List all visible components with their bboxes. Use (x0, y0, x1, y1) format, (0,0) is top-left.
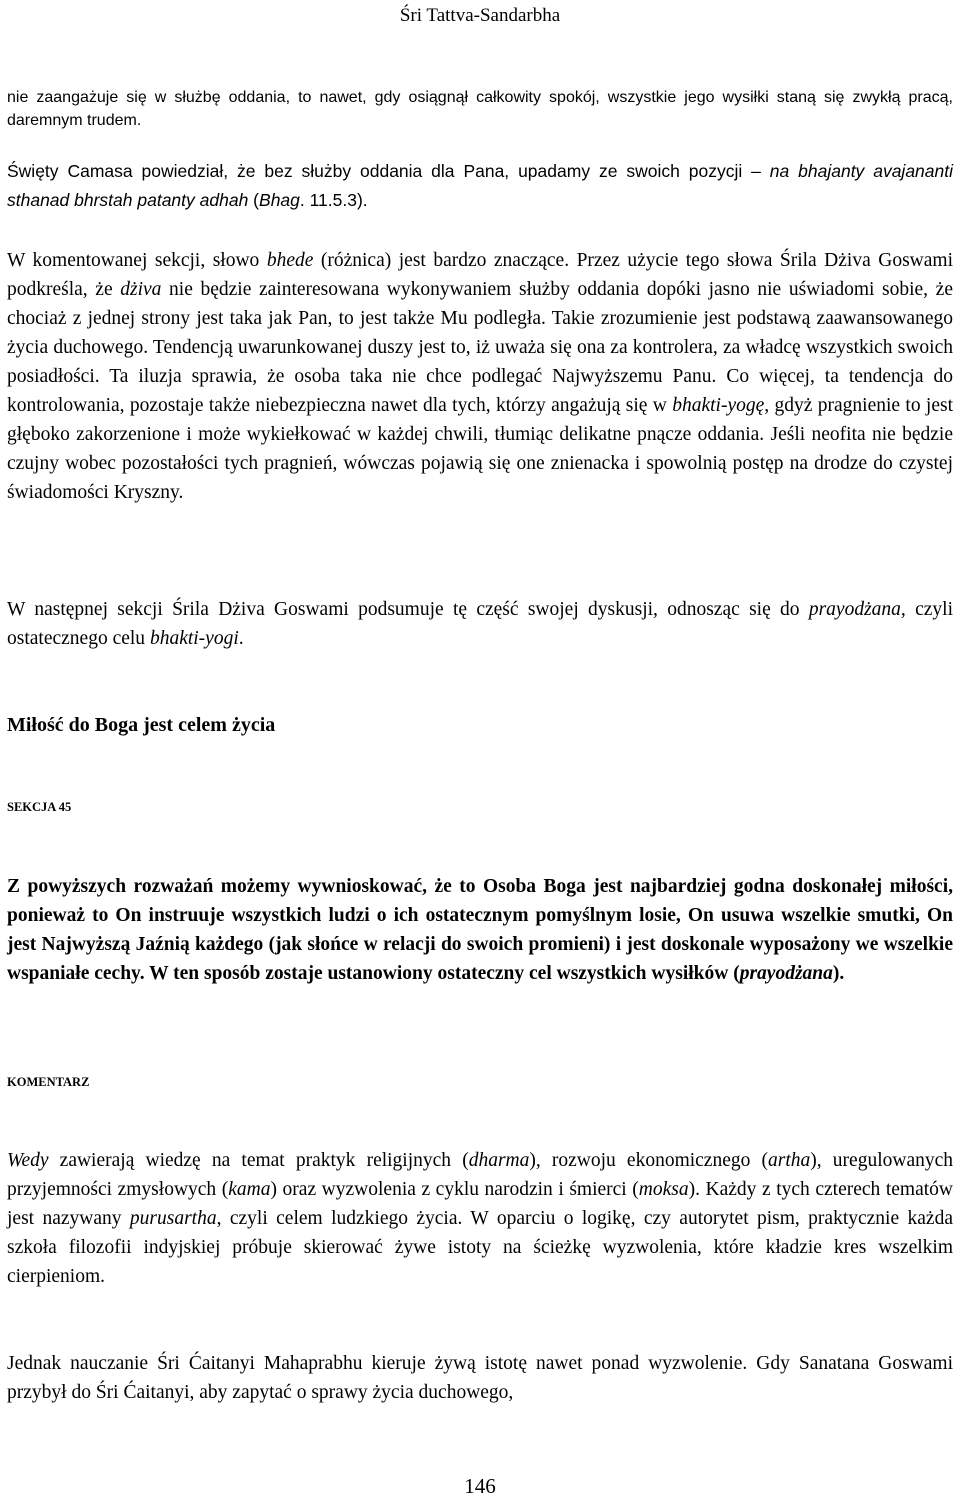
paragraph-camasa (7, 157, 953, 215)
term-italic: moksa (638, 1179, 689, 1200)
text-run: ). (832, 963, 845, 984)
text-run: nie będzie zainteresowana wykonywaniem służby oddania dopóki jasno nie uświadomi sobie, że chociaż z jednej strony jest taka jak Pan, to jest także Mu podległa. Takie zrozumienie jest podstawą zaawansowanego życia duchowego. Tendencją uwarunkowanej duszy jest to, iż uważa się ona za kontrolera, za władcę wszystkich swoich posiadłości. Ta iluzja sprawia, że osoba taka nie chce podlegać Najwyższemu Panu. Co więcej, ta tendencja do kontrolowania, pozostaje także niebezpieczna nawet dla tych, którzy angażują się w (7, 279, 953, 416)
sanskrit-quote: na bhajanty avajananti sthanad bhrstah patanty adhah (7, 161, 953, 210)
term-italic: kama (228, 1179, 271, 1200)
paragraph-continuation (7, 86, 953, 132)
section-label: SEKCJA 45 (7, 800, 72, 814)
paragraph-next-section (7, 595, 953, 653)
text-run: czyli ostatecznego celu (7, 599, 953, 649)
paragraph-closing (7, 1349, 953, 1407)
text-run: ), rozwoju ekonomicznego ( (529, 1150, 769, 1171)
term-italic: purusartha (129, 1208, 217, 1229)
text-run: ( (248, 190, 260, 210)
term-italic: bhakti-yogi (149, 628, 239, 649)
term-italic: artha (768, 1150, 811, 1171)
paragraph-commentary-bhede (7, 246, 953, 507)
text-run: W komentowanej sekcji, słowo (7, 250, 267, 271)
paragraph-text: nie zaangażuje się w służbę oddania, to nawet, gdy osiągnął całkowity spokój, wszystkie jego wysiłki staną się zwykłą pracą, daremnym trudem. (7, 89, 953, 129)
term-italic: dharma (468, 1150, 530, 1171)
term-italic: bhede (266, 250, 314, 271)
text-run: (różnica) jest bardzo znaczące. Przez użycie tego słowa Śrila Dżiva Goswami podkreśla, że (7, 250, 953, 300)
text-run: . 11.5.3). (299, 190, 368, 210)
term-italic: bhakti-yogę (672, 395, 765, 416)
document-page (7, 0, 957, 1501)
text-run: . (238, 628, 244, 649)
text-run: Z powyższych rozważań możemy wywnioskować, że to Osoba Boga jest najbardziej godna doskonałej miłości, ponieważ to On instruuje wszystkich ludzi o ich ostatecznym pomyślnym losie, On usuwa wszelkie smutki, On jest Najwyższą Jaźnią każdego (jak słońce w relacji do swoich promieni) i jest doskonale wyposażony we wszelkie wspaniałe cechy. W ten sposób zostaje ustanowiony ostateczny cel wszystkich wysiłków ( (7, 876, 953, 984)
term-italic: prayodżana (739, 963, 833, 984)
text-run: zawierają wiedzę na temat praktyk religijnych ( (48, 1150, 469, 1171)
text-run: , czyli celem ludzkiego życia. W oparciu o logikę, czy autorytet pism, praktycznie każda szkoła filozofii indyjskiej próbuje skierować żywe istoty na ścieżkę wyzwolenia, które kładzie kres wszelkim cierpieniom. (7, 1208, 953, 1287)
text-run: W następnej sekcji Śrila Dżiva Goswami podsumuje tę część swojej dyskusji, odnosząc się do (7, 599, 809, 620)
commentary-label: KOMENTARZ (7, 1075, 90, 1089)
text-run: , gdyż pragnienie to jest głęboko zakorzenione i może wykiełkować w każdej chwili, tłumiąc delikatne pnącze oddania. Jeśli neofita nie będzie czujny wobec pozostałości tych pragnień, wówczas pojawią się one znienacka i spowolnią postęp na drodze do czystej świadomości Kryszny. (7, 395, 953, 503)
citation-source: Bhag (259, 190, 300, 210)
paragraph-commentary (7, 1146, 953, 1291)
section-heading: Miłość do Boga jest celem życia (7, 714, 276, 736)
verse-translation (7, 872, 953, 988)
term-italic: prayodżana, (808, 599, 906, 620)
text-run: ) oraz wyzwolenia z cyklu narodzin i śmierci ( (270, 1179, 639, 1200)
term-italic: dżiva (120, 279, 162, 300)
page-number: 146 (464, 1474, 496, 1498)
text-run: ), uregulowanych przyjemności zmysłowych ( (7, 1150, 954, 1200)
text-run: Jednak nauczanie Śri Ćaitanyi Mahaprabhu kieruje żywą istotę nawet ponad wyzwolenie. Gdy Sanatana Goswami przybył do Śri Ćaitanyi, aby zapytać o sprawy życia duchowego, (7, 1353, 953, 1403)
term-italic: Wedy (7, 1150, 49, 1171)
text-run: Święty Camasa powiedział, że bez służby oddania dla Pana, upadamy ze swoich pozycji – (7, 161, 770, 181)
running-header: Śri Tattva-Sandarbha (399, 5, 561, 26)
text-run: ). Każdy z tych czterech tematów jest nazywany (7, 1179, 953, 1229)
